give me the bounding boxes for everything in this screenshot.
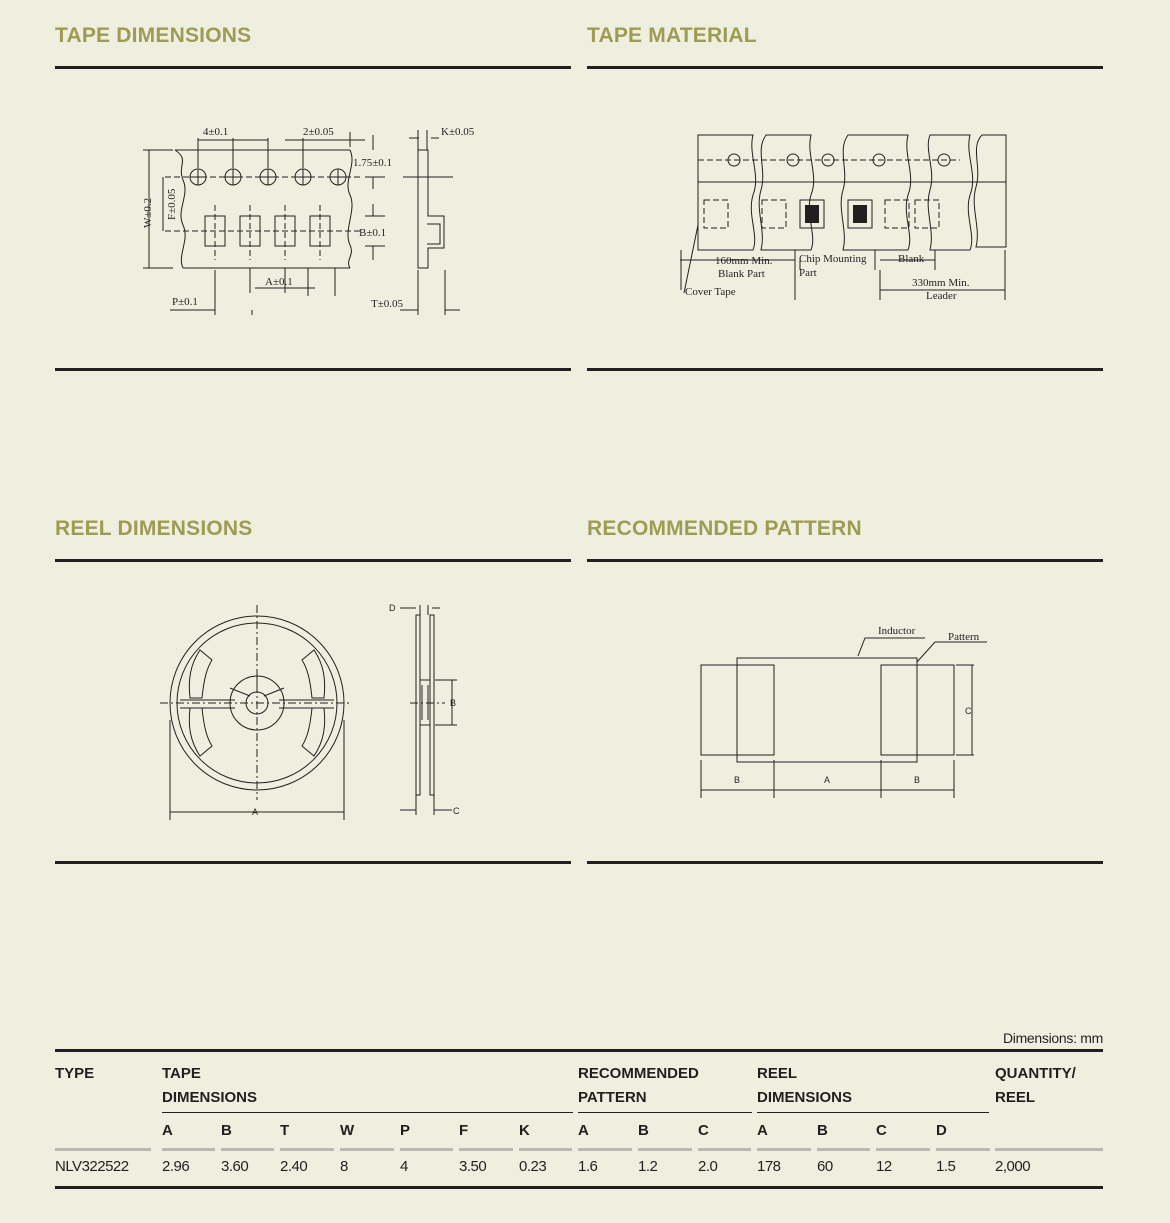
label-inductor: Inductor: [878, 625, 916, 637]
row-rule: [936, 1148, 990, 1151]
header-reel-line2: DIMENSIONS: [757, 1089, 853, 1106]
row-rule: [221, 1148, 274, 1151]
row-rule: [638, 1148, 692, 1151]
label-w: W±0.2: [142, 197, 154, 228]
header-pattern-line1: RECOMMENDED: [578, 1065, 699, 1082]
section-rule-top: [55, 559, 571, 562]
cell-reel-c: 12: [876, 1158, 892, 1175]
label-c: C: [965, 706, 972, 716]
col-reel-a: A: [757, 1122, 768, 1139]
recommended-pattern-drawing: [690, 620, 1000, 805]
label-cover-tape: Cover Tape: [685, 286, 736, 298]
cell-tape-t: 2.40: [280, 1158, 308, 1175]
section-title: TAPE MATERIAL: [587, 24, 757, 47]
label-part: Part: [799, 267, 817, 279]
label-b-left: B: [734, 775, 741, 785]
label-pattern: Pattern: [948, 631, 980, 643]
label-c: C: [453, 806, 460, 816]
label-a: A: [824, 775, 831, 785]
col-reel-b: B: [817, 1122, 828, 1139]
cell-tape-w: 8: [340, 1158, 348, 1175]
cell-tape-a: 2.96: [162, 1158, 190, 1175]
row-rule: [578, 1148, 632, 1151]
col-tape-t: T: [280, 1122, 290, 1139]
label-a: A: [252, 807, 259, 817]
section-rule-bottom: [587, 861, 1103, 864]
label-f: F±0.05: [166, 188, 178, 220]
row-rule: [280, 1148, 334, 1151]
row-rule: [459, 1148, 513, 1151]
col-tape-a: A: [162, 1122, 173, 1139]
cell-type: NLV322522: [55, 1158, 129, 1175]
col-reel-c: C: [876, 1122, 887, 1139]
inductor-body: [737, 658, 917, 762]
header-qty-line2: REEL: [995, 1089, 1036, 1106]
chip: [805, 205, 819, 223]
cell-reel-a: 178: [757, 1158, 781, 1175]
cell-quantity: 2,000: [995, 1158, 1031, 1175]
col-pattern-b: B: [638, 1122, 649, 1139]
section-rule-bottom: [587, 368, 1103, 371]
header-tape-line2: DIMENSIONS: [162, 1089, 258, 1106]
section-title: REEL DIMENSIONS: [55, 517, 253, 540]
section-title: RECOMMENDED PATTERN: [587, 517, 862, 540]
tape-material-drawing: [680, 130, 1020, 305]
cell-reel-b: 60: [817, 1158, 833, 1175]
header-reel-line1: REEL: [757, 1065, 798, 1082]
label-1-75: 1.75±0.1: [353, 157, 393, 169]
cell-pattern-c: 2.0: [698, 1158, 718, 1175]
label-160mm: 160mm Min.: [715, 255, 773, 267]
chip: [853, 205, 867, 223]
header-pattern-line2: PATTERN: [578, 1089, 647, 1106]
row-rule: [698, 1148, 751, 1151]
label-chip-mounting: Chip Mounting: [799, 253, 867, 265]
units-note: Dimensions: mm: [1002, 1030, 1103, 1046]
col-tape-w: W: [340, 1122, 355, 1139]
col-pattern-a: A: [578, 1122, 589, 1139]
row-rule: [55, 1148, 151, 1151]
label-pitch-4: 4±0.1: [203, 126, 229, 138]
label-pitch-2: 2±0.05: [303, 126, 334, 138]
section-rule-top: [587, 66, 1103, 69]
label-leader: Leader: [926, 290, 957, 302]
cell-tape-f: 3.50: [459, 1158, 487, 1175]
label-a: A±0.1: [265, 276, 293, 288]
section-title: TAPE DIMENSIONS: [55, 24, 252, 47]
col-pattern-c: C: [698, 1122, 709, 1139]
col-tape-f: F: [459, 1122, 469, 1139]
reel-dimensions-drawing: [160, 600, 470, 825]
section-rule-top: [55, 66, 571, 69]
col-tape-b: B: [221, 1122, 232, 1139]
group-line-pattern: [578, 1112, 752, 1113]
label-b: B: [450, 698, 457, 708]
label-330mm: 330mm Min.: [912, 277, 970, 289]
row-rule: [162, 1148, 215, 1151]
group-line-reel: [757, 1112, 989, 1113]
row-rule: [340, 1148, 394, 1151]
label-blank: Blank: [898, 253, 925, 265]
label-p: P±0.1: [172, 296, 198, 308]
label-blank-part: Blank Part: [718, 268, 765, 280]
col-tape-k: K: [519, 1122, 530, 1139]
cell-tape-b: 3.60: [221, 1158, 249, 1175]
cell-reel-d: 1.5: [936, 1158, 956, 1175]
tape-dimensions-drawing: [135, 120, 495, 325]
cell-pattern-a: 1.6: [578, 1158, 598, 1175]
cell-tape-p: 4: [400, 1158, 408, 1175]
row-rule: [876, 1148, 930, 1151]
label-b-right: B: [914, 775, 921, 785]
col-reel-d: D: [936, 1122, 947, 1139]
row-rule: [400, 1148, 453, 1151]
label-b: B±0.1: [359, 227, 387, 239]
label-d: D: [389, 603, 396, 613]
section-rule-bottom: [55, 368, 571, 371]
label-t: T±0.05: [371, 298, 404, 310]
row-rule: [757, 1148, 811, 1151]
section-rule-top: [587, 559, 1103, 562]
row-rule: [519, 1148, 572, 1151]
header-qty-line1: QUANTITY/: [995, 1065, 1076, 1082]
row-rule: [817, 1148, 870, 1151]
table-rule-top: [55, 1049, 1103, 1052]
header-tape-line1: TAPE: [162, 1065, 201, 1082]
group-line-tape: [162, 1112, 573, 1113]
col-tape-p: P: [400, 1122, 411, 1139]
section-rule-bottom: [55, 861, 571, 864]
header-type: TYPE: [55, 1065, 95, 1082]
cell-tape-k: 0.23: [519, 1158, 547, 1175]
label-k: K±0.05: [441, 126, 475, 138]
cell-pattern-b: 1.2: [638, 1158, 658, 1175]
table-rule-bottom: [55, 1186, 1103, 1189]
row-rule: [995, 1148, 1103, 1151]
